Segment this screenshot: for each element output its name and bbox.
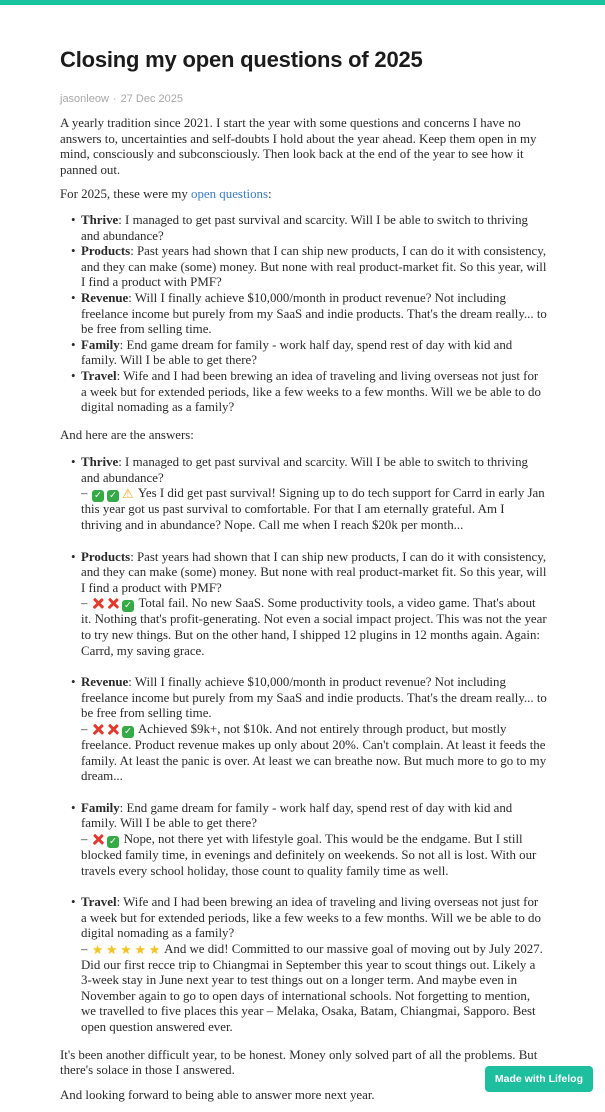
star-icon bbox=[92, 944, 103, 956]
star-icon bbox=[120, 944, 131, 956]
star-icon bbox=[106, 944, 117, 956]
outro-paragraph-2: And looking forward to being able to answer more next year. bbox=[60, 1087, 375, 1102]
list-item-answer: • Thrive: I managed to get past survival and scarcity. Will I be able to switch to thriving and abundance? – ✓ ✓ ⚠ Yes I did get past survival! Signing up to do tech support for Carrd in early Jan this year got us past survival to comfortable. For that I am eternally grateful. Am I thriving and in abundance? Nope. Call me when I reach $20k per month... bbox=[81, 455, 547, 533]
author-name: jasonleow bbox=[60, 93, 109, 105]
accent-top-bar bbox=[0, 0, 605, 5]
list-item: • Family: End game dream for family - work half day, spend rest of day with kid and family. Will I be able to get there? bbox=[81, 338, 547, 369]
byline-separator: · bbox=[112, 93, 117, 105]
answer-line: – ✓ Total fail. No new SaaS. Some productivity tools, a video game. That's about it. Nothing that's profit-generating. Not even a social impact project. This was not the year to try new things. But on the other hand, I shipped 12 plugins in 12 months again. Again: Carrd, my saving grace. bbox=[81, 596, 547, 659]
check-icon bbox=[107, 490, 119, 502]
list-item: • Travel: Wife and I had been brewing an idea of traveling and living overseas not just for a week but for extended periods, like a few weeks to a few months. Will we be able to do digital nomading as a family? bbox=[81, 369, 547, 416]
open-questions-link[interactable]: open questions bbox=[191, 187, 269, 202]
list-item-answer: • Family: End game dream for family - work half day, spend rest of day with kid and family. Will I be able to get there? – ✓ Nope, not there yet with lifestyle goal. This would be the endgame. But I still blocked family time, in evenings and definitely on weekends. So not all is lost. With our travels every school holiday, those count to quality family time as well. bbox=[81, 801, 547, 879]
answer-line: – ✓ Achieved $9k+, not $10k. And not entirely through product, but mostly freelance. Product revenue makes up only about 20%. Can't complain. At least it feeds the family. At least the panic is over. At least we can breathe now. But much more to go to my dream... bbox=[81, 722, 547, 785]
cross-icon bbox=[92, 833, 104, 845]
open-questions-list bbox=[60, 213, 547, 416]
warning-icon bbox=[122, 489, 134, 501]
cross-icon bbox=[92, 597, 104, 609]
open-questions-lead: For 2025, these were my open questions: bbox=[60, 187, 272, 202]
made-with-lifelog-button[interactable]: Made with Lifelog bbox=[485, 1066, 593, 1092]
list-item: • Products: Past years had shown that I can ship new products, I can do it with consistency, and they can make (some) money. But none with real product-market fit. So this year, will I find a product with PMF? bbox=[81, 244, 547, 291]
cross-icon bbox=[107, 723, 119, 735]
page-title: Closing my open questions of 2025 bbox=[60, 47, 423, 72]
answer-line: – ★ ★ ★ ★ ★ And we did! Committed to our massive goal of moving out by July 2027. Did our first recce trip to Chiangmai in September this year to scout things out. Likely a 3-week stay in June next year to test things out on a longer term. And maybe even in November again to go to open days of international schools. Not forgetting to mention, we travelled to five places this year – Melaka, Osaka, Batam, Chiangmai, Sapporo. Best open question answered ever. bbox=[81, 942, 547, 1036]
list-item: • Thrive: I managed to get past survival and scarcity. Will I be able to switch to thriving and abundance? bbox=[81, 213, 547, 244]
byline bbox=[60, 93, 547, 105]
check-icon bbox=[107, 836, 119, 848]
star-icon bbox=[149, 944, 160, 956]
answers-list bbox=[60, 455, 547, 1035]
check-icon bbox=[122, 600, 134, 612]
check-icon bbox=[92, 490, 104, 502]
post-date: 27 Dec 2025 bbox=[120, 93, 183, 105]
list-item: • Revenue: Will I finally achieve $10,000/month in product revenue? Not including freelance income but purely from my SaaS and indie products. That's the dream really... to be free from selling time. bbox=[81, 291, 547, 338]
article-body bbox=[0, 47, 605, 1103]
answer-line: – ✓ ✓ ⚠ Yes I did get past survival! Signing up to do tech support for Carrd in early Jan this year got us past survival to comfortable. For that I am eternally grateful. Am I thriving and in abundance? Nope. Call me when I reach $20k per month... bbox=[81, 486, 547, 533]
check-icon bbox=[122, 726, 134, 738]
list-item-answer: • Products: Past years had shown that I can ship new products, I can do it with consistency, and they can make (some) money. But none with real product-market fit. So this year, will I find a product with PMF? – ✓ Total fail. No new SaaS. Some productivity tools, a video game. That's about it. Nothing that's profit-generating. Not even a social impact project. This was not the year to try new things. But on the other hand, I shipped 12 plugins in 12 months again. Again: Carrd, my saving grace. bbox=[81, 550, 547, 660]
answers-heading: And here are the answers: bbox=[60, 427, 194, 442]
intro-paragraph: A yearly tradition since 2021. I start the year with some questions and concerns I have no answers to, uncertainties and self-doubts I hold about the year ahead. Keep them open in my mind, consciously and subconsciously. Then look back at the end of the year to see how it panned out. bbox=[60, 116, 537, 177]
list-item-answer: • Revenue: Will I finally achieve $10,000/month in product revenue? Not including freelance income but purely from my SaaS and indie products. That's the dream really... to be free from selling time. – ✓ Achieved $9k+, not $10k. And not entirely through product, but mostly freelance. Product revenue makes up only about 20%. Can't complain. At least it feeds the family. At least the panic is over. At least we can breathe now. But much more to go to my dream... bbox=[81, 675, 547, 785]
answer-line: – ✓ Nope, not there yet with lifestyle goal. This would be the endgame. But I still blocked family time, in evenings and definitely on weekends. So not all is lost. With our travels every school holiday, those count to quality family time as well. bbox=[81, 832, 547, 879]
cross-icon bbox=[92, 723, 104, 735]
list-item-answer: • Travel: Wife and I had been brewing an idea of traveling and living overseas not just for a week but for extended periods, like a few weeks to a few months. Will we be able to do digital nomading as a family? – ★ ★ ★ ★ ★ And we did! Committed to our massive goal of moving out by July 2027. Did our first recce trip to Chiangmai in September this year to scout things out. Likely a 3-week stay in June next year to test things out on a longer term. And maybe even in November again to go to open days of international schools. Not forgetting to mention, we travelled to five places this year – Melaka, Osaka, Batam, Chiangmai, Sapporo. Best open question answered ever. bbox=[81, 895, 547, 1035]
star-icon bbox=[135, 944, 146, 956]
outro-paragraph: It's been another difficult year, to be honest. Money only solved part of all the problems. But there's solace in those I answered. bbox=[60, 1047, 538, 1078]
cross-icon bbox=[107, 597, 119, 609]
